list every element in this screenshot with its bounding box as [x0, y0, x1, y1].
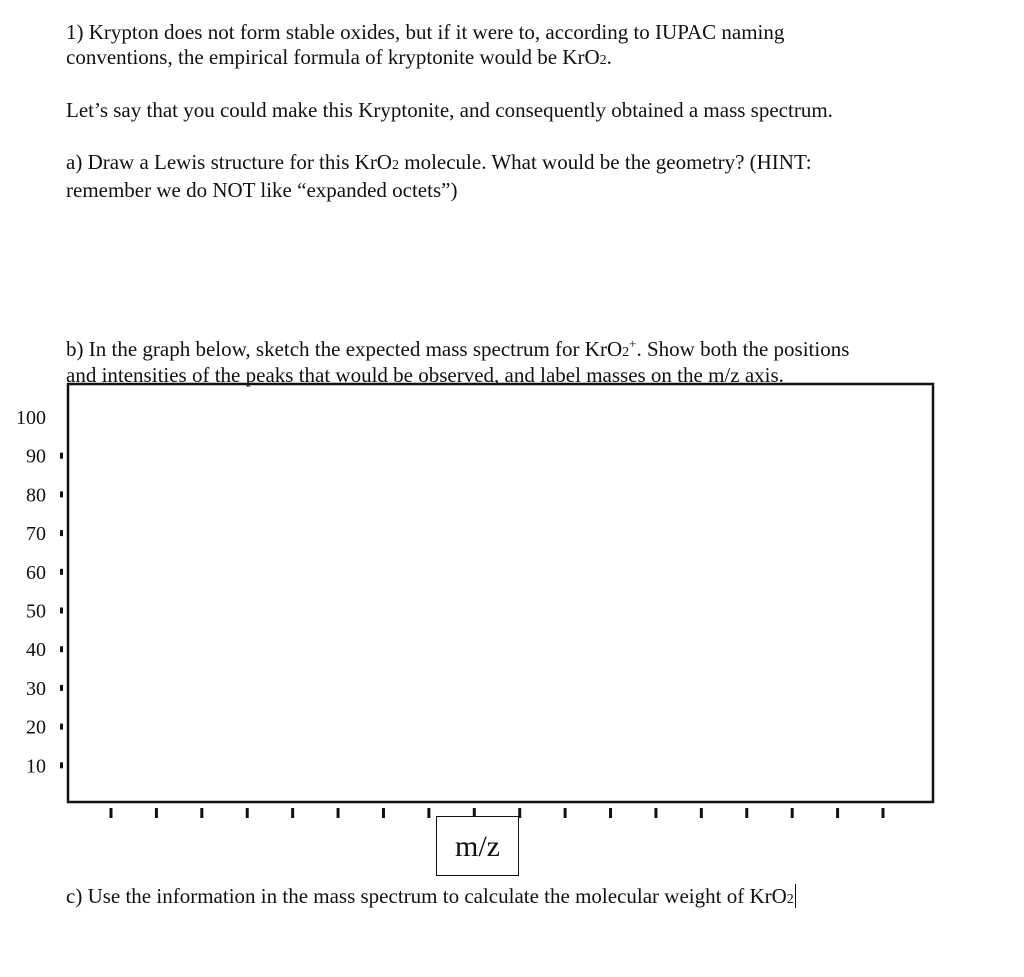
x-tick-mark [654, 808, 657, 818]
part-b-line-1-text: b) In the graph below, sketch the expected mass spectrum for KrO [66, 337, 623, 361]
y-tick-label: 30 [26, 677, 46, 700]
y-tick-mark [60, 685, 63, 691]
x-axis-label: m/z [436, 816, 519, 876]
x-tick-mark [291, 808, 294, 818]
y-tick-label: 10 [26, 755, 46, 778]
y-tick-label: 40 [26, 639, 46, 662]
x-tick-mark [745, 808, 748, 818]
y-tick-label: 90 [26, 445, 46, 468]
question-1-line-2-end: . [606, 45, 612, 69]
intro-text: Let’s say that you could make this Kryptonite, and consequently obtained a mass spectrum. [66, 98, 833, 122]
y-tick-mark [60, 453, 63, 459]
y-tick-mark [60, 762, 63, 768]
part-a-line-1-text: a) Draw a Lewis structure for this KrO [66, 150, 392, 174]
y-tick-label: 20 [26, 716, 46, 739]
x-tick-mark [200, 808, 203, 818]
part-c-text: c) Use the information in the mass spectrum to calculate the molecular weight of KrO [66, 884, 787, 908]
part-a-line-2: remember we do NOT like “expanded octets”) [66, 178, 458, 202]
y-tick-mark [60, 724, 63, 730]
y-tick-label: 100 [16, 407, 46, 429]
part-c [66, 884, 796, 912]
x-tick-mark [382, 808, 385, 818]
y-tick-label: 50 [26, 600, 46, 623]
x-tick-mark [700, 808, 703, 818]
y-tick-mark [60, 569, 63, 575]
formula-subscript: 2 [622, 345, 630, 360]
x-tick-mark [337, 808, 340, 818]
x-tick-mark [564, 808, 567, 818]
question-1-line-1: 1) Krypton does not form stable oxides, but if it were to, according to IUPAC naming [66, 20, 785, 44]
part-b-line-1-end: . Show both the positions [636, 337, 850, 361]
y-tick-mark [60, 608, 63, 614]
question-1-line-2-text: conventions, the empirical formula of kryptonite would be KrO [66, 45, 600, 69]
x-tick-mark [155, 808, 158, 818]
y-tick-mark [60, 530, 63, 536]
x-tick-mark [110, 808, 113, 818]
y-tick-mark [60, 491, 63, 497]
formula-subscript: 2 [391, 158, 399, 173]
charge-superscript: + [629, 336, 637, 351]
formula-subscript: 2 [786, 892, 794, 907]
text-cursor [795, 884, 796, 908]
part-b-line-2: and intensities of the peaks that would be observed, and label masses on the m/z axis. [66, 363, 784, 387]
x-tick-mark [836, 808, 839, 818]
x-tick-mark [246, 808, 249, 818]
y-tick-mark [60, 646, 63, 652]
x-tick-mark [882, 808, 885, 818]
part-a-line-1-end: molecule. What would be the geometry? (HINT: [398, 150, 812, 174]
formula-subscript: 2 [599, 53, 607, 68]
y-tick-label: 80 [26, 484, 46, 507]
plot-area[interactable] [68, 384, 933, 802]
x-tick-mark [791, 808, 794, 818]
x-tick-mark [427, 808, 430, 818]
y-tick-label: 60 [26, 561, 46, 584]
y-tick-label: 70 [26, 523, 46, 546]
x-tick-mark [609, 808, 612, 818]
y-axis-ticks [16, 407, 63, 777]
